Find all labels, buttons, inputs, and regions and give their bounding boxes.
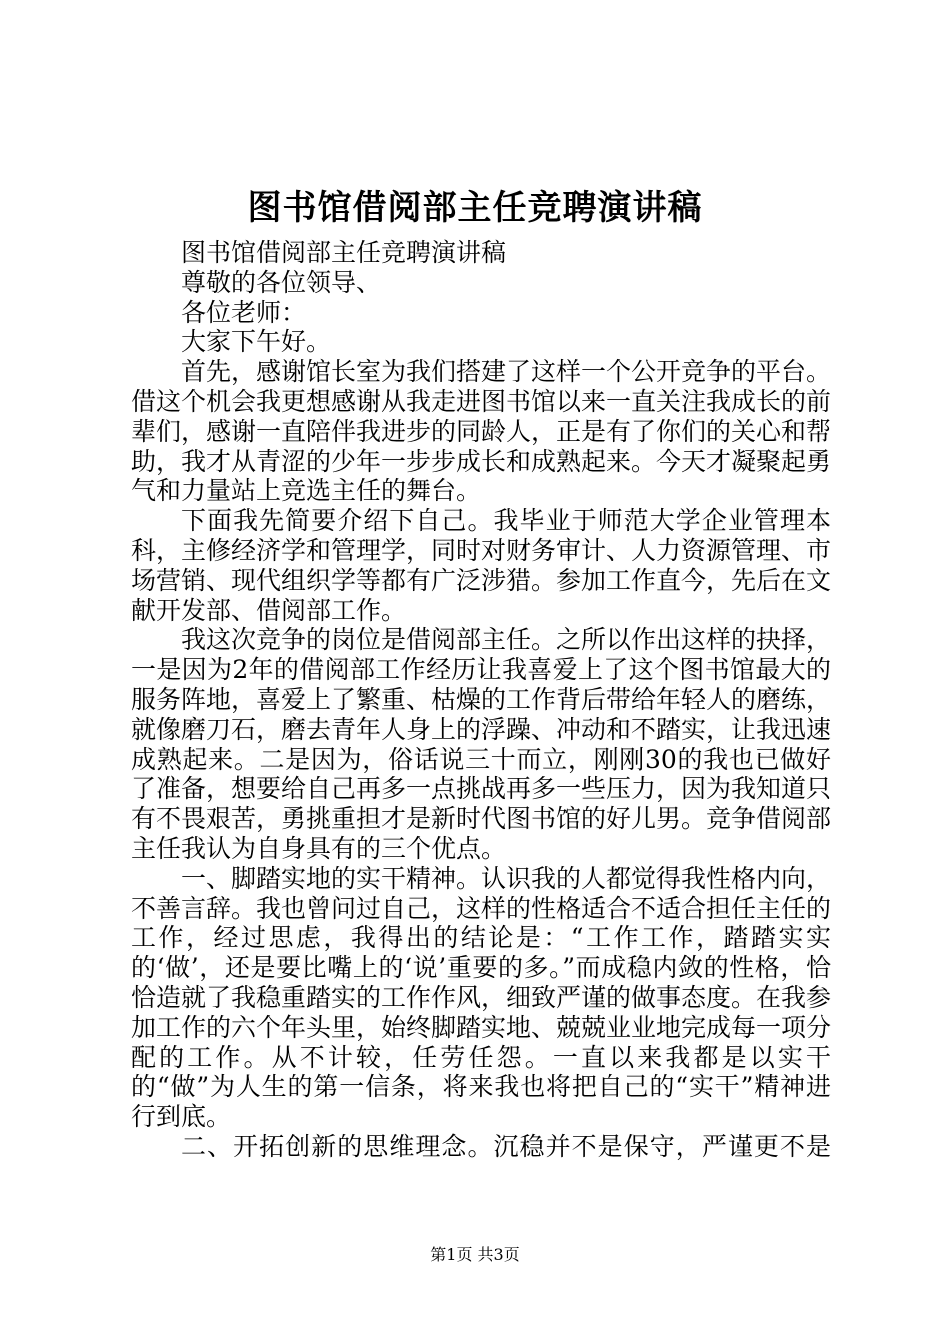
paragraph-position-reason: 我这次竞争的岗位是借阅部主任。之所以作出这样的抉择，一是因为2年的借阅部工作经历让我喜爱上了这个图书馆最大的服务阵地，喜爱上了繁重、枯燥的工作背后带给年轻人的磨练，就像磨刀石，磨去青年人身上的浮躁、冲动和不踏实，让我迅速成熟起来。二是因为，俗话说三十而立，刚刚30的我也已做好了准备，想要给自己再多一点挑战再多一些压力，因为我知道只有不畏艰苦，勇挑重担才是新时代图书馆的好儿男。竞争借阅部主任我认为自身具有的三个优点。 [131, 625, 832, 863]
document-title: 图书馆借阅部主任竞聘演讲稿 [247, 188, 703, 228]
paragraph-salutation-leaders: 尊敬的各位领导、 [181, 267, 382, 297]
paragraph-salutation-teachers: 各位老师： [181, 297, 307, 327]
page-footer: 第1页 共3页 [430, 1245, 520, 1264]
paragraph-strength-two: 二、开拓创新的思维理念。沉稳并不是保守，严谨更不是 [181, 1131, 831, 1161]
paragraph-greeting: 大家下午好。 [181, 327, 332, 357]
paragraph-self-intro: 下面我先简要介绍下自己。我毕业于师范大学企业管理本科，主修经济学和管理学，同时对财务审计、人力资源管理、市场营销、现代组织学等都有广泛涉猎。参加工作直今，先后在文献开发部、借阅部工作。 [131, 506, 832, 625]
paragraph-thanks: 首先，感谢馆长室为我们搭建了这样一个公开竞争的平台。借这个机会我更想感谢从我走进图书馆以来一直关注我成长的前辈们，感谢一直陪伴我进步的同龄人，正是有了你们的关心和帮助，我才从青涩的少年一步步成长和成熟起来。今天才凝聚起勇气和力量站上竞选主任的舞台。 [131, 357, 832, 506]
paragraph-heading-repeat: 图书馆借阅部主任竞聘演讲稿 [181, 238, 507, 267]
document-body [131, 238, 831, 1162]
paragraph-strength-one: 一、脚踏实地的实干精神。认识我的人都觉得我性格内向，不善言辞。我也曾问过自己，这样的性格适合不适合担任主任的工作，经过思虑，我得出的结论是：“工作工作，踏踏实实的‘做’，还是要比嘴上的‘说’重要的多。”而成稳内敛的性格，恰恰造就了我稳重踏实的工作作风，细致严谨的做事态度。在我参加工作的六个年头里，始终脚踏实地、兢兢业业地完成每一项分配的工作。从不计较，任劳任怨。一直以来我都是以实干的“做”为人生的第一信条，将来我也将把自己的“实干”精神进行到底。 [131, 863, 832, 1132]
